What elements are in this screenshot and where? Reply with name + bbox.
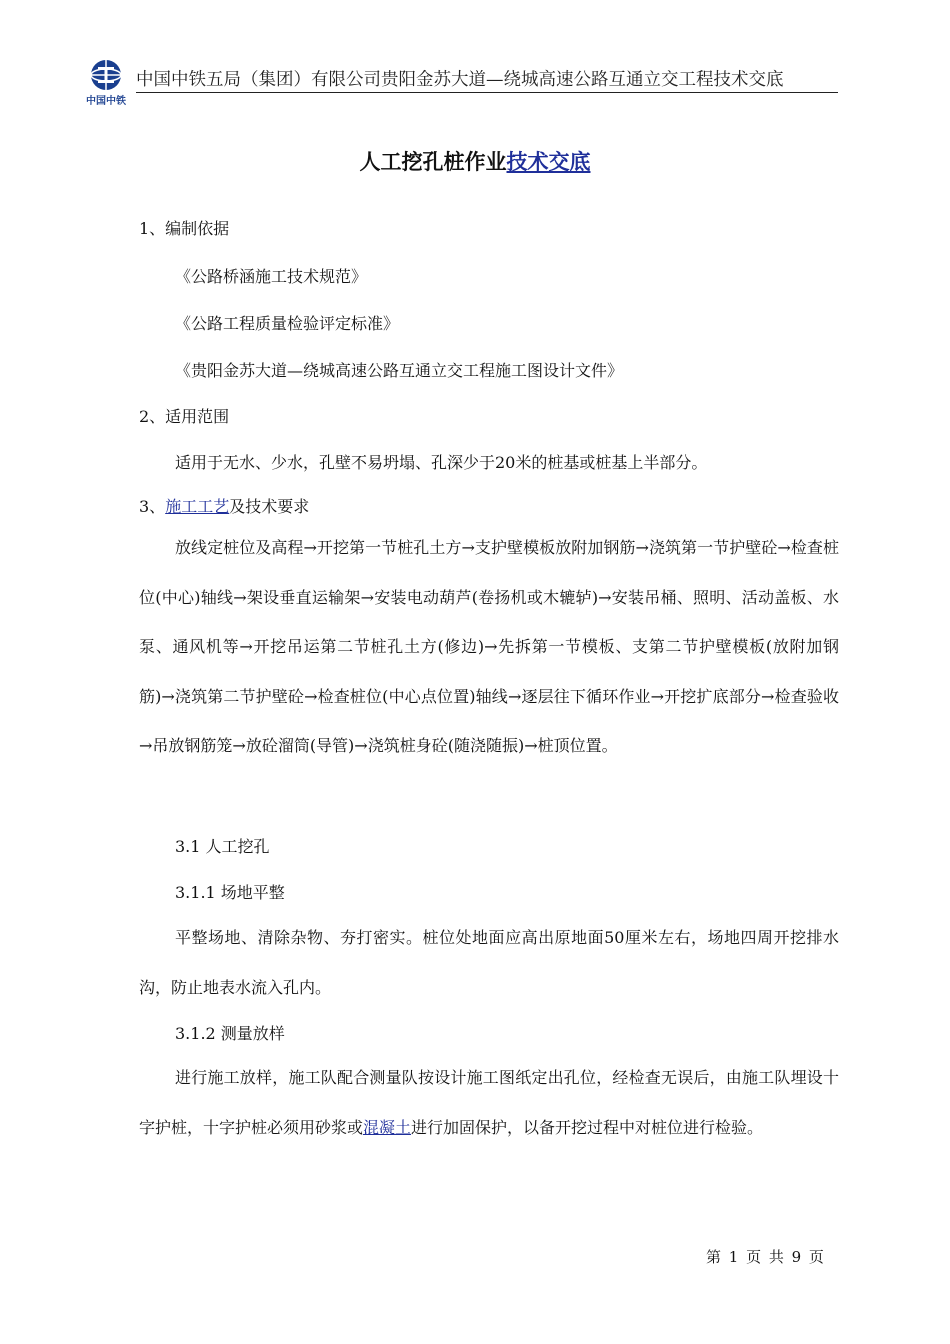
document-title xyxy=(0,146,950,176)
title-link[interactable]: 技术交底 xyxy=(506,150,591,174)
company-logo xyxy=(78,58,134,107)
section-3-heading xyxy=(139,494,309,517)
section-2-heading: 2、适用范围 xyxy=(139,407,230,426)
concrete-link[interactable]: 混凝土 xyxy=(363,1117,412,1137)
section-3-suffix: 及技术要求 xyxy=(229,497,310,516)
section-3-1-heading: 3.1 人工挖孔 xyxy=(175,837,270,856)
header-title: 中国中铁五局（集团）有限公司贵阳金苏大道—绕城高速公路互通立交工程技术交底 xyxy=(136,70,784,90)
section-3-1-1-heading: 3.1.1 场地平整 xyxy=(175,883,285,902)
survey-paragraph xyxy=(139,1053,839,1152)
survey-text-a: 进行施工放样，施工队配合测量队按设计施工图纸定出孔位，经检查无误后，由施工队埋设十字护桩，十字护桩必须用砂浆或 xyxy=(139,1068,839,1137)
process-flow-paragraph: 放线定桩位及高程→开挖第一节桩孔土方→支护壁模板放附加钢筋→浇筑第一节护壁砼→检查桩位(中心)轴线→架设垂直运输架→安装电动葫芦(卷扬机或木辘轳)→安装吊桶、照明、活动盖板、水泵、通风机等→开挖吊运第二节桩孔土方(修边)→先拆第一节模板、支第二节护壁模板(放附加钢筋)→浇筑第二节护壁砼→检查桩位(中心点位置)轴线→逐层往下循环作业→开挖扩底部分→检查验收→吊放钢筋笼→放砼溜筒(导管)→浇筑桩身砼(随浇随振)→桩顶位置。 xyxy=(139,538,839,755)
logo-text: 中国中铁 xyxy=(86,96,126,107)
construction-process-link[interactable]: 施工工艺 xyxy=(165,497,230,516)
page-number: 第 1 页 共 9 页 xyxy=(706,1248,824,1266)
title-text: 人工挖孔桩作业 xyxy=(359,150,507,174)
survey-text-b: 进行加固保护，以备开挖过程中对桩位进行检验。 xyxy=(411,1117,764,1137)
reference-item: 《公路桥涵施工技术规范》 xyxy=(175,267,368,286)
crcc-logo-icon xyxy=(78,58,134,92)
site-leveling-paragraph: 平整场地、清除杂物、夯打密实。桩位处地面应高出原地面50厘米左右，场地四周开挖排水沟，防止地表水流入孔内。 xyxy=(139,928,839,997)
section-3-1-2-heading: 3.1.2 测量放样 xyxy=(175,1024,285,1043)
section-1-heading: 1、编制依据 xyxy=(139,219,230,238)
section-3-prefix: 3、 xyxy=(139,497,166,516)
header-divider xyxy=(136,92,838,93)
reference-item: 《贵阳金苏大道—绕城高速公路互通立交工程施工图设计文件》 xyxy=(175,361,624,380)
scope-text: 适用于无水、少水，孔壁不易坍塌、孔深少于20米的桩基或桩基上半部分。 xyxy=(175,453,708,472)
reference-item: 《公路工程质量检验评定标准》 xyxy=(175,314,400,333)
page-header xyxy=(78,58,838,107)
